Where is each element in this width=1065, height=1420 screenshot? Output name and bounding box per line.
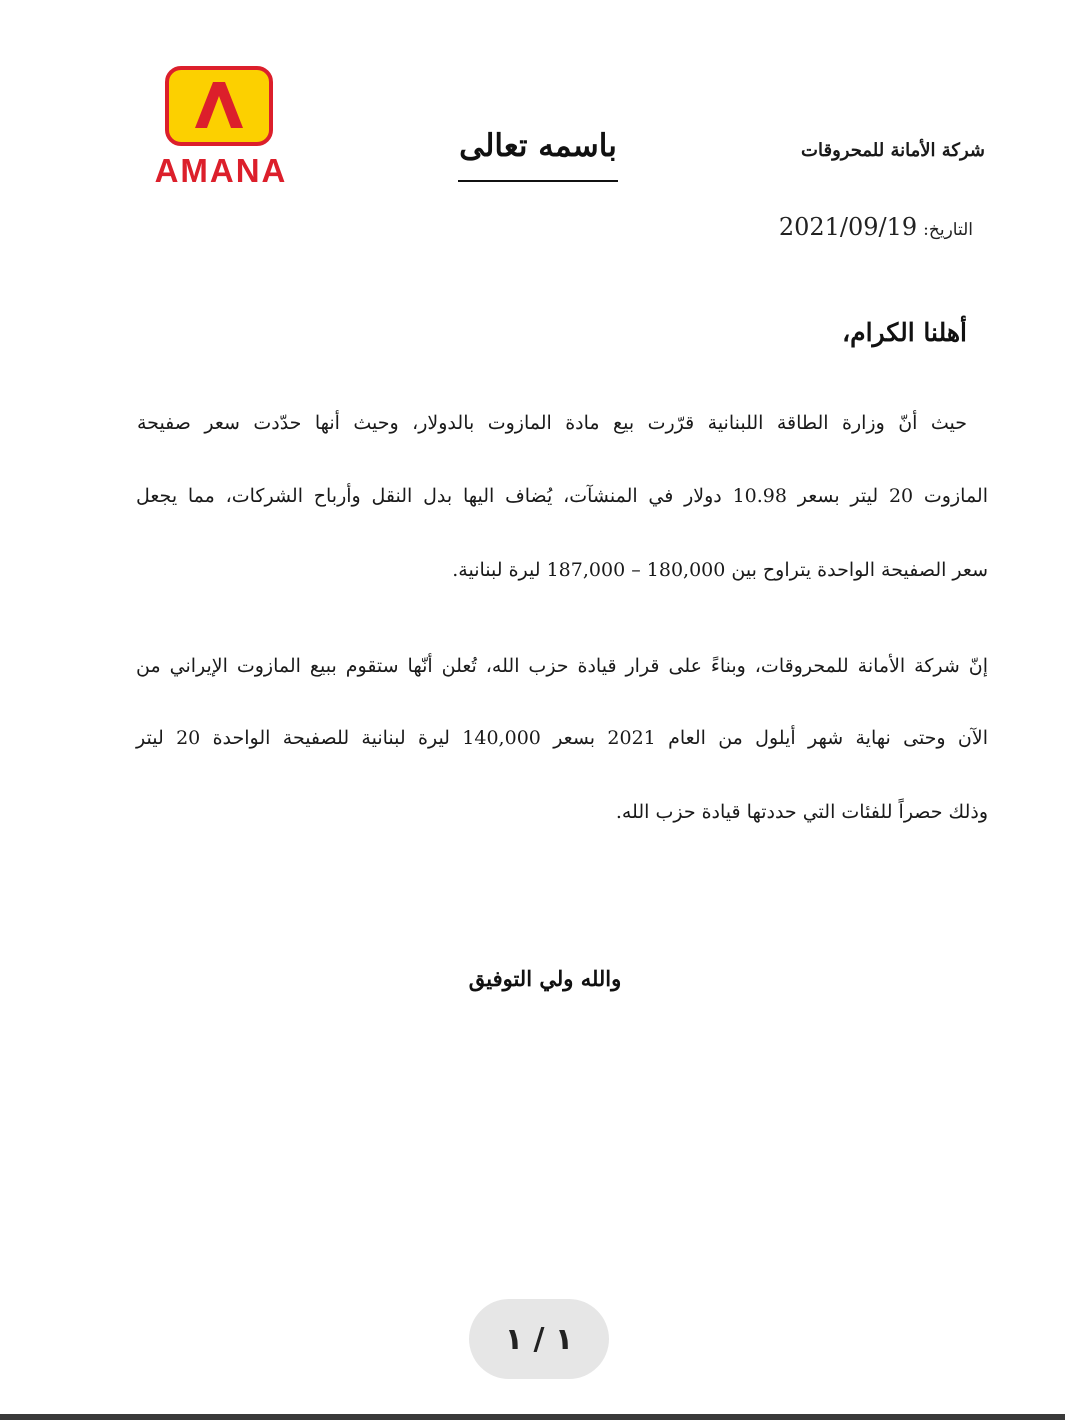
date-value: 2021/09/19 bbox=[778, 213, 918, 241]
paragraph2-line: الآن وحتى نهاية شهر أيلول من العام 2021 بسعر 140,000 ليرة لبنانية للصفيحة الواحدة 20 ليتر bbox=[136, 727, 988, 749]
amana-logo bbox=[132, 66, 310, 190]
paragraph2-line: إنّ شركة الأمانة للمحروقات، وبناءً على قرار قيادة حزب الله، تُعلن أنّها ستقوم ببيع المازوت الإيراني من bbox=[136, 655, 988, 677]
date-line bbox=[779, 213, 973, 241]
page-indicator: ١ / ١ bbox=[469, 1299, 609, 1379]
closing-text: والله ولي التوفيق bbox=[468, 966, 622, 991]
title-underline bbox=[458, 180, 618, 182]
bottom-bar bbox=[0, 1414, 1065, 1420]
paragraph1-line: حيث أنّ وزارة الطاقة اللبنانية قرّرت بيع مادة المازوت بالدولار، وحيث أنها حدّدت سعر صفيحة bbox=[137, 412, 967, 434]
greeting: أهلنا الكرام، bbox=[842, 318, 967, 347]
paragraph2-line: وذلك حصراً للفئات التي حددتها قيادة حزب الله. bbox=[615, 801, 988, 823]
logo-wordmark: AMANA bbox=[154, 152, 288, 189]
page-title: باسمه تعالى bbox=[459, 128, 617, 164]
paragraph1-line: سعر الصفيحة الواحدة يتراوح بين 180,000 – 187,000 ليرة لبنانية. bbox=[452, 559, 988, 581]
paragraph1-line: المازوت 20 ليتر بسعر 10.98 دولار في المنشآت، يُضاف اليها بدل النقل وأرباح الشركات، مما يجعل bbox=[136, 485, 989, 507]
date-label: التاريخ: bbox=[923, 220, 973, 240]
company-name: شركة الأمانة للمحروقات bbox=[801, 140, 985, 161]
amana-logo-mark-icon bbox=[165, 66, 273, 146]
